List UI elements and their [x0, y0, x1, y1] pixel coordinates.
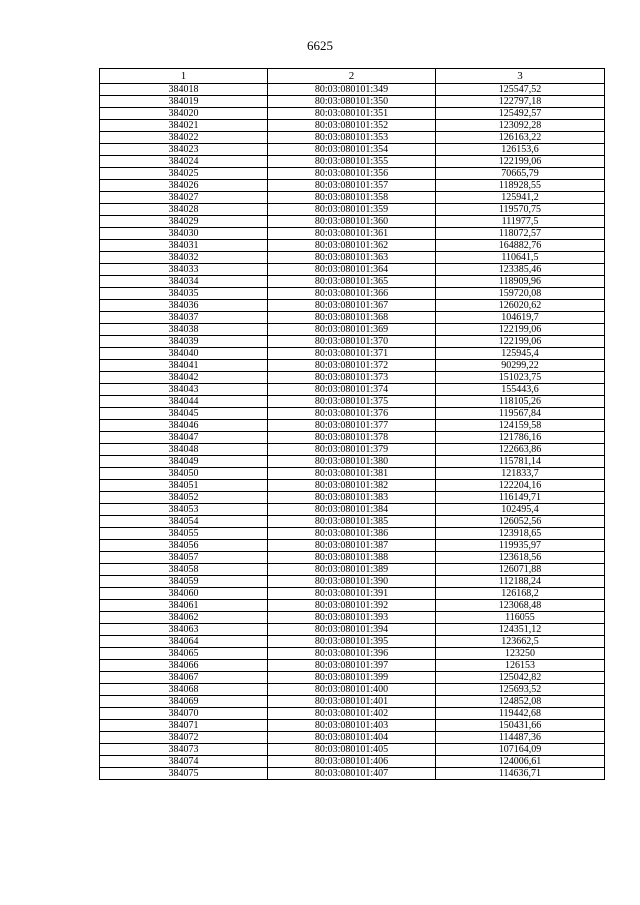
row-number-cell: 384042	[100, 372, 268, 384]
row-number-cell: 384035	[100, 288, 268, 300]
value-cell: 118928,55	[436, 180, 605, 192]
row-number-cell: 384052	[100, 492, 268, 504]
table-row	[100, 348, 605, 360]
table-row	[100, 264, 605, 276]
cadastral-number-cell: 80:03:080101:371	[268, 348, 436, 360]
table-row	[100, 276, 605, 288]
value-cell: 104619,7	[436, 312, 605, 324]
value-cell: 107164,09	[436, 744, 605, 756]
value-cell: 124006,61	[436, 756, 605, 768]
value-cell: 119570,75	[436, 204, 605, 216]
table-row	[100, 408, 605, 420]
value-cell: 112188,24	[436, 576, 605, 588]
table-row	[100, 768, 605, 780]
value-cell: 116149,71	[436, 492, 605, 504]
cadastral-number-cell: 80:03:080101:351	[268, 108, 436, 120]
table-row	[100, 120, 605, 132]
row-number-cell: 384055	[100, 528, 268, 540]
column-header-1: 1	[100, 69, 268, 84]
table-row	[100, 156, 605, 168]
cadastral-number-cell: 80:03:080101:382	[268, 480, 436, 492]
cadastral-number-cell: 80:03:080101:387	[268, 540, 436, 552]
table-row	[100, 720, 605, 732]
row-number-cell: 384066	[100, 660, 268, 672]
row-number-cell: 384060	[100, 588, 268, 600]
value-cell: 121833,7	[436, 468, 605, 480]
table-row	[100, 468, 605, 480]
row-number-cell: 384026	[100, 180, 268, 192]
table-row	[100, 636, 605, 648]
table-row	[100, 732, 605, 744]
cadastral-number-cell: 80:03:080101:383	[268, 492, 436, 504]
cadastral-number-cell: 80:03:080101:380	[268, 456, 436, 468]
cadastral-number-cell: 80:03:080101:385	[268, 516, 436, 528]
row-number-cell: 384044	[100, 396, 268, 408]
value-cell: 102495,4	[436, 504, 605, 516]
row-number-cell: 384037	[100, 312, 268, 324]
value-cell: 150431,66	[436, 720, 605, 732]
table-row	[100, 456, 605, 468]
row-number-cell: 384047	[100, 432, 268, 444]
cadastral-number-cell: 80:03:080101:402	[268, 708, 436, 720]
value-cell: 123618,56	[436, 552, 605, 564]
row-number-cell: 384065	[100, 648, 268, 660]
value-cell: 114487,36	[436, 732, 605, 744]
cadastral-number-cell: 80:03:080101:403	[268, 720, 436, 732]
value-cell: 123918,65	[436, 528, 605, 540]
cadastral-number-cell: 80:03:080101:355	[268, 156, 436, 168]
table-row	[100, 504, 605, 516]
table-row	[100, 516, 605, 528]
row-number-cell: 384022	[100, 132, 268, 144]
table-row	[100, 180, 605, 192]
row-number-cell: 384059	[100, 576, 268, 588]
table-header	[100, 69, 605, 84]
cadastral-number-cell: 80:03:080101:367	[268, 300, 436, 312]
row-number-cell: 384040	[100, 348, 268, 360]
cadastral-number-cell: 80:03:080101:358	[268, 192, 436, 204]
row-number-cell: 384069	[100, 696, 268, 708]
value-cell: 122204,16	[436, 480, 605, 492]
table-row	[100, 108, 605, 120]
row-number-cell: 384062	[100, 612, 268, 624]
table-row	[100, 372, 605, 384]
table-row	[100, 648, 605, 660]
table-row	[100, 240, 605, 252]
row-number-cell: 384074	[100, 756, 268, 768]
row-number-cell: 384049	[100, 456, 268, 468]
cadastral-number-cell: 80:03:080101:378	[268, 432, 436, 444]
value-cell: 124159,58	[436, 420, 605, 432]
table-row	[100, 168, 605, 180]
cadastral-number-cell: 80:03:080101:363	[268, 252, 436, 264]
table-row	[100, 588, 605, 600]
cadastral-number-cell: 80:03:080101:384	[268, 504, 436, 516]
value-cell: 115781,14	[436, 456, 605, 468]
row-number-cell: 384023	[100, 144, 268, 156]
cadastral-number-cell: 80:03:080101:396	[268, 648, 436, 660]
row-number-cell: 384075	[100, 768, 268, 780]
cadastral-number-cell: 80:03:080101:370	[268, 336, 436, 348]
row-number-cell: 384043	[100, 384, 268, 396]
cadastral-number-cell: 80:03:080101:350	[268, 96, 436, 108]
row-number-cell: 384036	[100, 300, 268, 312]
cadastral-number-cell: 80:03:080101:388	[268, 552, 436, 564]
table-row	[100, 756, 605, 768]
table-row	[100, 312, 605, 324]
value-cell: 118909,96	[436, 276, 605, 288]
table-row	[100, 612, 605, 624]
row-number-cell: 384056	[100, 540, 268, 552]
table-row	[100, 336, 605, 348]
cadastral-number-cell: 80:03:080101:381	[268, 468, 436, 480]
cadastral-number-cell: 80:03:080101:373	[268, 372, 436, 384]
cadastral-number-cell: 80:03:080101:369	[268, 324, 436, 336]
row-number-cell: 384073	[100, 744, 268, 756]
row-number-cell: 384058	[100, 564, 268, 576]
value-cell: 122797,18	[436, 96, 605, 108]
table-row	[100, 624, 605, 636]
row-number-cell: 384070	[100, 708, 268, 720]
table-body	[100, 84, 605, 780]
value-cell: 119442,68	[436, 708, 605, 720]
value-cell: 125042,82	[436, 672, 605, 684]
cadastral-number-cell: 80:03:080101:391	[268, 588, 436, 600]
table-row	[100, 360, 605, 372]
table-row	[100, 324, 605, 336]
value-cell: 123092,28	[436, 120, 605, 132]
row-number-cell: 384048	[100, 444, 268, 456]
table-row	[100, 672, 605, 684]
value-cell: 122663,86	[436, 444, 605, 456]
cadastral-number-cell: 80:03:080101:379	[268, 444, 436, 456]
value-cell: 126163,22	[436, 132, 605, 144]
row-number-cell: 384054	[100, 516, 268, 528]
value-cell: 122199,06	[436, 156, 605, 168]
cadastral-number-cell: 80:03:080101:392	[268, 600, 436, 612]
table-row	[100, 384, 605, 396]
value-cell: 151023,75	[436, 372, 605, 384]
table-row	[100, 696, 605, 708]
value-cell: 118105,26	[436, 396, 605, 408]
value-cell: 125492,57	[436, 108, 605, 120]
cadastral-number-cell: 80:03:080101:372	[268, 360, 436, 372]
value-cell: 123385,46	[436, 264, 605, 276]
row-number-cell: 384029	[100, 216, 268, 228]
row-number-cell: 384071	[100, 720, 268, 732]
row-number-cell: 384034	[100, 276, 268, 288]
value-cell: 125547,52	[436, 84, 605, 96]
row-number-cell: 384064	[100, 636, 268, 648]
row-number-cell: 384031	[100, 240, 268, 252]
cadastral-number-cell: 80:03:080101:359	[268, 204, 436, 216]
cadastral-number-cell: 80:03:080101:393	[268, 612, 436, 624]
row-number-cell: 384028	[100, 204, 268, 216]
value-cell: 119935,97	[436, 540, 605, 552]
data-table	[99, 68, 605, 780]
cadastral-number-cell: 80:03:080101:374	[268, 384, 436, 396]
table-row	[100, 540, 605, 552]
value-cell: 114636,71	[436, 768, 605, 780]
cadastral-number-cell: 80:03:080101:362	[268, 240, 436, 252]
cadastral-number-cell: 80:03:080101:366	[268, 288, 436, 300]
cadastral-number-cell: 80:03:080101:401	[268, 696, 436, 708]
cadastral-number-cell: 80:03:080101:399	[268, 672, 436, 684]
value-cell: 119567,84	[436, 408, 605, 420]
row-number-cell: 384061	[100, 600, 268, 612]
cadastral-number-cell: 80:03:080101:357	[268, 180, 436, 192]
column-header-3: 3	[436, 69, 605, 84]
row-number-cell: 384039	[100, 336, 268, 348]
table-row	[100, 192, 605, 204]
cadastral-number-cell: 80:03:080101:361	[268, 228, 436, 240]
row-number-cell: 384051	[100, 480, 268, 492]
table-row	[100, 708, 605, 720]
row-number-cell: 384038	[100, 324, 268, 336]
cadastral-number-cell: 80:03:080101:390	[268, 576, 436, 588]
table-row	[100, 552, 605, 564]
value-cell: 126168,2	[436, 588, 605, 600]
value-cell: 126052,56	[436, 516, 605, 528]
row-number-cell: 384018	[100, 84, 268, 96]
row-number-cell: 384025	[100, 168, 268, 180]
table-row	[100, 444, 605, 456]
cadastral-number-cell: 80:03:080101:352	[268, 120, 436, 132]
cadastral-number-cell: 80:03:080101:400	[268, 684, 436, 696]
value-cell: 123662,5	[436, 636, 605, 648]
cadastral-number-cell: 80:03:080101:404	[268, 732, 436, 744]
row-number-cell: 384045	[100, 408, 268, 420]
table-row	[100, 576, 605, 588]
value-cell: 125693,52	[436, 684, 605, 696]
cadastral-number-cell: 80:03:080101:376	[268, 408, 436, 420]
value-cell: 90299,22	[436, 360, 605, 372]
value-cell: 125941,2	[436, 192, 605, 204]
value-cell: 123250	[436, 648, 605, 660]
row-number-cell: 384027	[100, 192, 268, 204]
value-cell: 123068,48	[436, 600, 605, 612]
table-row	[100, 492, 605, 504]
row-number-cell: 384068	[100, 684, 268, 696]
table-row	[100, 96, 605, 108]
table-row	[100, 600, 605, 612]
table-row	[100, 300, 605, 312]
cadastral-number-cell: 80:03:080101:395	[268, 636, 436, 648]
table-row	[100, 684, 605, 696]
value-cell: 110641,5	[436, 252, 605, 264]
cadastral-number-cell: 80:03:080101:386	[268, 528, 436, 540]
table-row	[100, 144, 605, 156]
table-row	[100, 228, 605, 240]
value-cell: 126153,6	[436, 144, 605, 156]
row-number-cell: 384072	[100, 732, 268, 744]
cadastral-number-cell: 80:03:080101:389	[268, 564, 436, 576]
table-row	[100, 420, 605, 432]
table-row	[100, 480, 605, 492]
cadastral-number-cell: 80:03:080101:375	[268, 396, 436, 408]
row-number-cell: 384046	[100, 420, 268, 432]
value-cell: 124351,12	[436, 624, 605, 636]
value-cell: 118072,57	[436, 228, 605, 240]
value-cell: 121786,16	[436, 432, 605, 444]
row-number-cell: 384067	[100, 672, 268, 684]
cadastral-number-cell: 80:03:080101:377	[268, 420, 436, 432]
row-number-cell: 384041	[100, 360, 268, 372]
cadastral-number-cell: 80:03:080101:353	[268, 132, 436, 144]
value-cell: 122199,06	[436, 324, 605, 336]
column-header-2: 2	[268, 69, 436, 84]
row-number-cell: 384050	[100, 468, 268, 480]
table-row	[100, 84, 605, 96]
table-row	[100, 660, 605, 672]
row-number-cell: 384020	[100, 108, 268, 120]
row-number-cell: 384057	[100, 552, 268, 564]
table-row	[100, 252, 605, 264]
row-number-cell: 384033	[100, 264, 268, 276]
row-number-cell: 384030	[100, 228, 268, 240]
page-number: 6625	[307, 38, 333, 53]
value-cell: 70665,79	[436, 168, 605, 180]
table-row	[100, 396, 605, 408]
row-number-cell: 384063	[100, 624, 268, 636]
table-row	[100, 132, 605, 144]
table-row	[100, 528, 605, 540]
cadastral-number-cell: 80:03:080101:360	[268, 216, 436, 228]
row-number-cell: 384019	[100, 96, 268, 108]
table-row	[100, 744, 605, 756]
row-number-cell: 384032	[100, 252, 268, 264]
cadastral-number-cell: 80:03:080101:365	[268, 276, 436, 288]
cadastral-number-cell: 80:03:080101:397	[268, 660, 436, 672]
row-number-cell: 384053	[100, 504, 268, 516]
value-cell: 164882,76	[436, 240, 605, 252]
value-cell: 126071,88	[436, 564, 605, 576]
cadastral-number-cell: 80:03:080101:364	[268, 264, 436, 276]
value-cell: 124852,08	[436, 696, 605, 708]
value-cell: 155443,6	[436, 384, 605, 396]
row-number-cell: 384024	[100, 156, 268, 168]
cadastral-number-cell: 80:03:080101:407	[268, 768, 436, 780]
value-cell: 125945,4	[436, 348, 605, 360]
cadastral-number-cell: 80:03:080101:349	[268, 84, 436, 96]
table-row	[100, 216, 605, 228]
row-number-cell: 384021	[100, 120, 268, 132]
table-row	[100, 432, 605, 444]
cadastral-number-cell: 80:03:080101:406	[268, 756, 436, 768]
value-cell: 126153	[436, 660, 605, 672]
table-row	[100, 204, 605, 216]
cadastral-number-cell: 80:03:080101:368	[268, 312, 436, 324]
table-row	[100, 288, 605, 300]
cadastral-number-cell: 80:03:080101:356	[268, 168, 436, 180]
value-cell: 159720,08	[436, 288, 605, 300]
cadastral-number-cell: 80:03:080101:405	[268, 744, 436, 756]
cadastral-number-cell: 80:03:080101:354	[268, 144, 436, 156]
value-cell: 116055	[436, 612, 605, 624]
cadastral-number-cell: 80:03:080101:394	[268, 624, 436, 636]
value-cell: 111977,5	[436, 216, 605, 228]
header-row	[100, 69, 605, 84]
value-cell: 126020,62	[436, 300, 605, 312]
value-cell: 122199,06	[436, 336, 605, 348]
table-row	[100, 564, 605, 576]
